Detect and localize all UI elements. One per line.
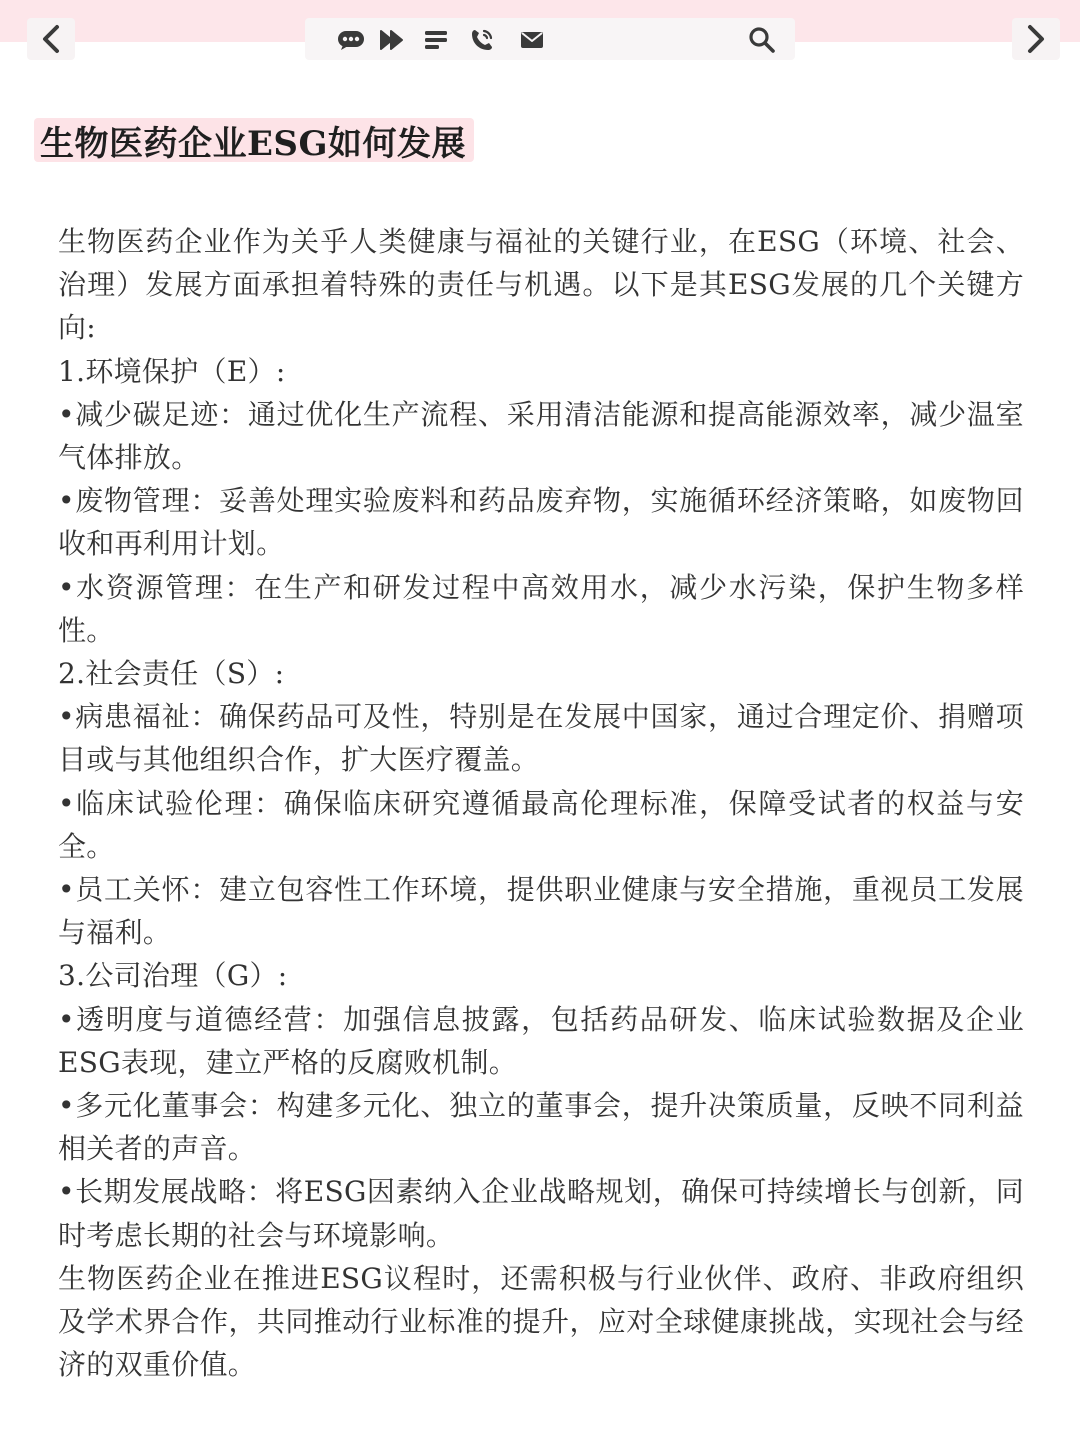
phone-icon (469, 27, 495, 53)
bullet-item: •多元化董事会：构建多元化、独立的董事会，提升决策质量，反映不同利益相关者的声音。 (58, 1089, 1024, 1166)
chevron-left-icon (40, 24, 62, 54)
mail-icon (520, 31, 544, 49)
section-heading-social: 2.社会责任（S）: (58, 657, 285, 691)
chevron-right-icon (1025, 24, 1047, 54)
intro-paragraph: 生物医药企业作为关乎人类健康与福祉的关键行业，在ESG（环境、社会、治理）发展方面承担着特殊的责任与机遇。以下是其ESG发展的几个关键方向: (58, 225, 1024, 345)
section-heading-governance: 3.公司治理（G）: (58, 959, 288, 993)
forward-media-button[interactable] (377, 26, 407, 54)
bullet-item: •病患福祉：确保药品可及性，特别是在发展中国家，通过合理定价、捐赠项目或与其他组织合作，扩大医疗覆盖。 (58, 700, 1024, 777)
fast-forward-icon (379, 29, 405, 51)
bullet-item: •减少碳足迹：通过优化生产流程、采用清洁能源和提高能源效率，减少温室气体排放。 (58, 397, 1024, 475)
article-body (58, 220, 1024, 1386)
chat-bubble-icon (337, 29, 365, 51)
toolbar (305, 18, 795, 60)
bullet-item: •长期发展战略：将ESG因素纳入企业战略规划，确保可持续增长与创新，同时考虑长期的社会与环境影响。 (58, 1175, 1024, 1252)
title-highlight (34, 118, 474, 162)
bullet-item: •废物管理：妥善处理实验废料和药品废弃物，实施循环经济策略，如废物回收和再利用计划。 (58, 484, 1024, 561)
search-icon (748, 26, 776, 54)
call-button[interactable] (467, 26, 497, 54)
bullet-item: •水资源管理：在生产和研发过程中高效用水，减少水污染，保护生物多样性。 (58, 570, 1024, 647)
closing-paragraph: 生物医药企业在推进ESG议程时，还需积极与行业伙伴、政府、非政府组织及学术界合作，共同推动行业标准的提升，应对全球健康挑战，实现社会与经济的双重价值。 (58, 1261, 1024, 1382)
section-heading-environment: 1.环境保护（E）: (58, 354, 286, 388)
bullet-item: •透明度与道德经营：加强信息披露，包括药品研发、临床试验数据及企业ESG表现，建立严格的反腐败机制。 (58, 1002, 1024, 1079)
list-button[interactable] (421, 26, 451, 54)
back-button[interactable] (27, 18, 75, 60)
mail-button[interactable] (517, 26, 547, 54)
chat-button[interactable] (336, 26, 366, 54)
search-button[interactable] (747, 26, 777, 54)
page-title: 生物医药企业ESG如何发展 (40, 123, 467, 164)
bullet-item: •员工关怀：建立包容性工作环境，提供职业健康与安全措施，重视员工发展与福利。 (58, 873, 1024, 950)
bullet-item: •临床试验伦理：确保临床研究遵循最高伦理标准，保障受试者的权益与安全。 (58, 786, 1024, 863)
list-icon (424, 29, 448, 51)
forward-button[interactable] (1012, 18, 1060, 60)
